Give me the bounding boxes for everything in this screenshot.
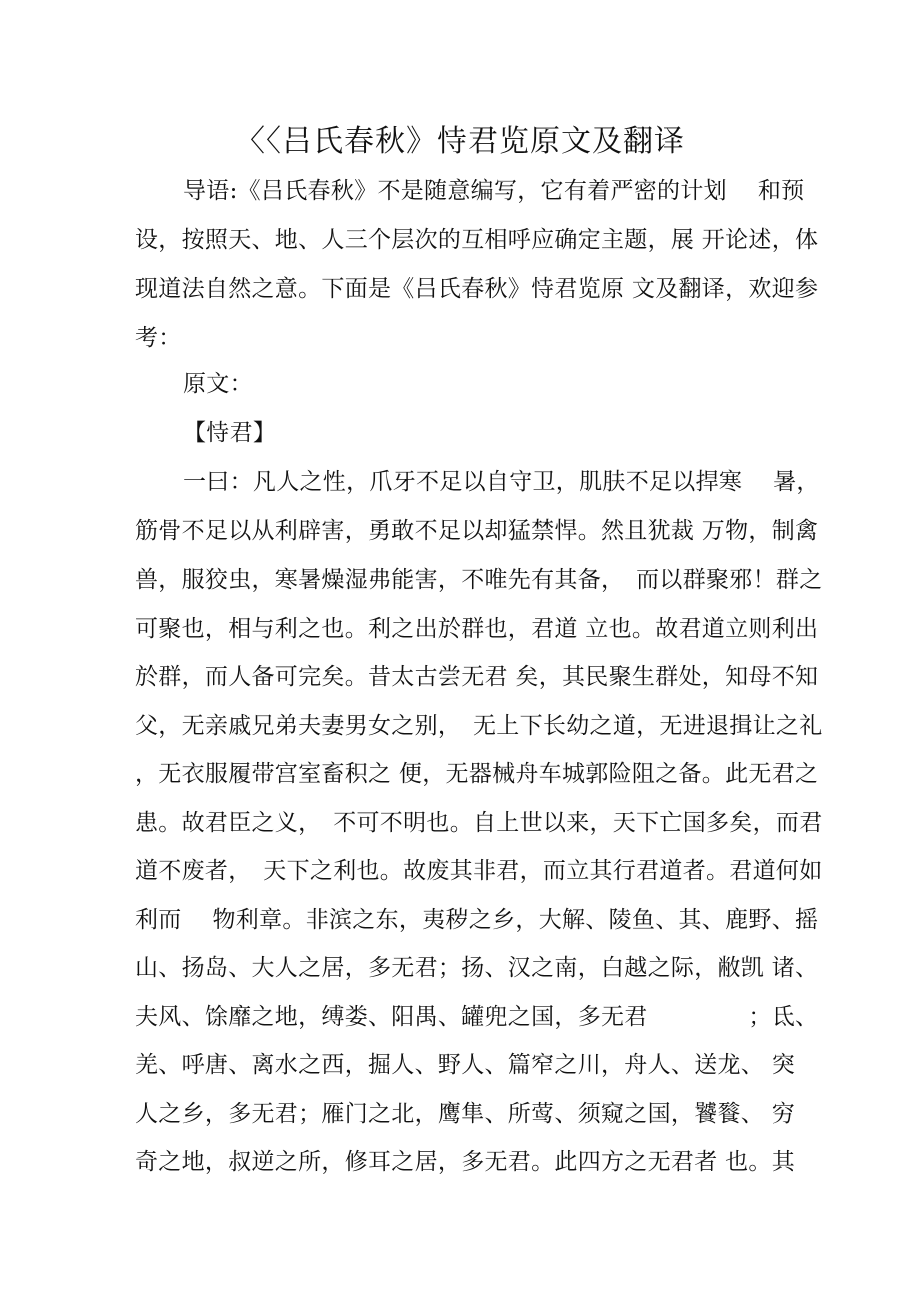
paragraph-line: 设，按照天、地、人三个层次的互相呼应确定主题，展 开论述，体 bbox=[135, 227, 819, 253]
paragraph-line: 父，无亲戚兄弟夫妻男女之别， 无上下长幼之道，无进退揖让之礼 bbox=[135, 713, 823, 739]
paragraph-line: 奇之地，叔逆之所，修耳之居，多无君。此四方之无君者 也。其 bbox=[135, 1149, 796, 1175]
paragraph-line: 於群，而人备可完矣。昔太古尝无君 矣，其民聚生群处，知母不知 bbox=[135, 664, 819, 690]
paragraph-line: 兽，服狡虫，寒暑燥湿弗能害，不唯先有其备， 而以群聚邪！群之 bbox=[135, 567, 823, 593]
paragraph-line: 山、扬岛、大人之居，多无君；扬、汉之南，白越之际，敝凯 诸、 bbox=[135, 955, 819, 981]
paragraph-line: ，无衣服履带宫室畜积之 便，无器械舟车城郭险阻之备。此无君之 bbox=[135, 761, 819, 787]
paragraph-line: 一曰：凡人之性，爪牙不足以自守卫，肌肤不足以捍寒 暑， bbox=[183, 469, 820, 495]
paragraph-line: 利而 物利章。非滨之东，夷秽之乡，大解、陵鱼、其、鹿野、摇 bbox=[135, 907, 819, 933]
paragraph-line: 人之乡，多无君；雁门之北，鹰隼、所莺、须窥之国，饕餮、 穷 bbox=[135, 1101, 796, 1127]
paragraph-line: 夫风、馀靡之地，缚娄、阳禺、罐兜之国，多无君 ；氐、 bbox=[135, 1004, 819, 1030]
paragraph-line: 考： bbox=[135, 325, 182, 351]
paragraph-line: 羌、呼唐、离水之西，掘人、野人、篇窄之川，舟人、送龙、 突 bbox=[135, 1052, 796, 1078]
paragraph-line: 道不废者， 天下之利也。故废其非君，而立其行君道者。君道何如 bbox=[135, 858, 823, 884]
chapter-heading: 【恃君】 bbox=[183, 420, 277, 446]
paragraph-line: 患。故君臣之义， 不可不明也。自上世以来，天下亡国多矣，而君 bbox=[135, 810, 823, 836]
paragraph-line: 导语:《吕氏春秋》不是随意编写，它有着严密的计划 和预 bbox=[183, 178, 805, 204]
paragraph-line: 筋骨不足以从利辟害，勇敢不足以却猛禁悍。然且犹裁 万物，制禽 bbox=[135, 518, 819, 544]
paragraph-line: 可聚也，相与利之也。利之出於群也，君道 立也。故君道立则利出 bbox=[135, 616, 819, 642]
section-heading: 原文： bbox=[183, 371, 253, 397]
paragraph-line: 现道法自然之意。下面是《吕氏春秋》恃君览原 文及翻译，欢迎参 bbox=[135, 276, 819, 302]
document-title: 〈〈吕氏春秋》恃君览原文及翻译 bbox=[235, 124, 685, 159]
